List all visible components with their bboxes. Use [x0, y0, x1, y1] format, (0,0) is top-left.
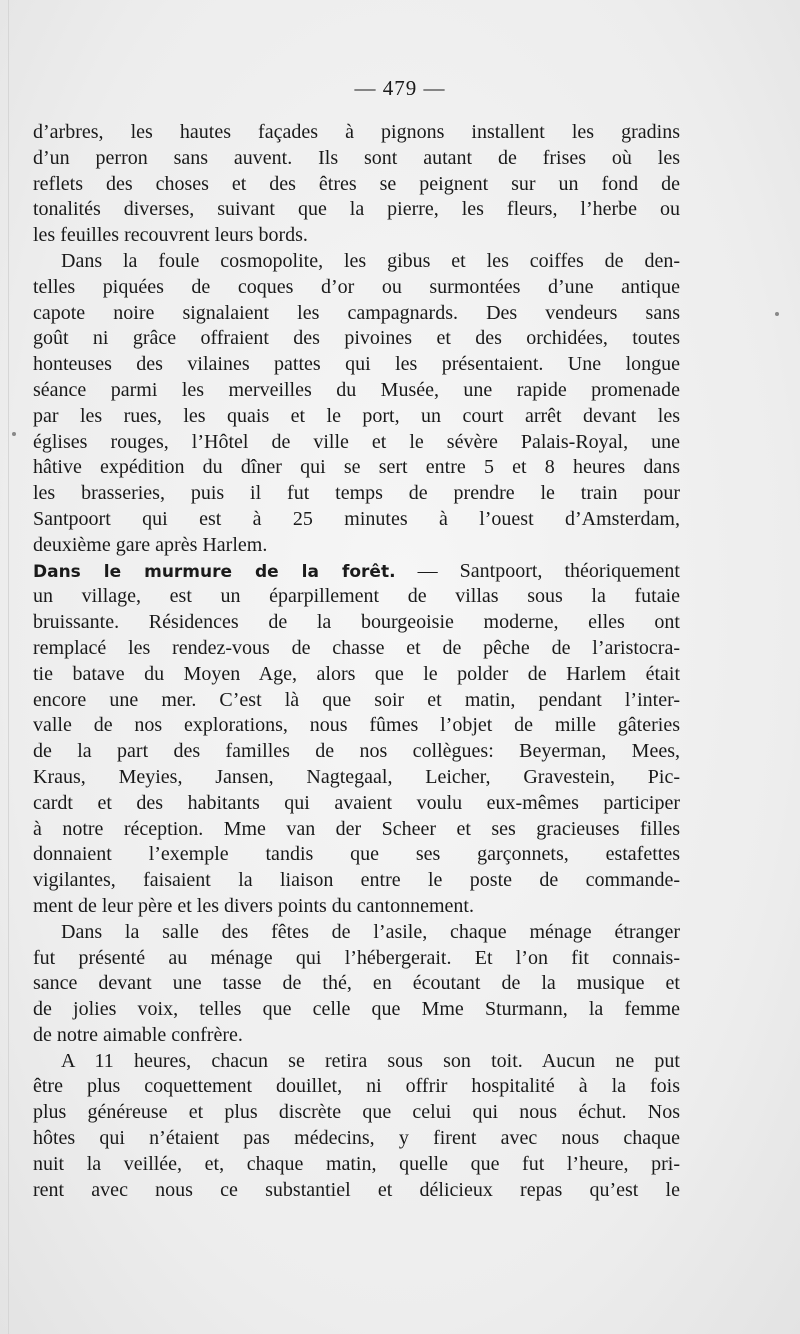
paragraph — [33, 1049, 680, 1204]
text-line: Dans la salle des fêtes de l’asile, chaque ménage étranger — [61, 920, 680, 943]
text-line: deuxième gare après Harlem. — [33, 533, 268, 556]
text-line: d’un perron sans auvent. Ils sont autant de frises où les — [33, 146, 680, 169]
text-line: par les rues, les quais et le port, un court arrêt devant les — [33, 404, 680, 427]
text-line: valle de nos explorations, nous fûmes l’objet de mille gâteries — [33, 714, 680, 737]
text-line: bruissante. Résidences de la bourgeoisie moderne, elles ont — [33, 611, 680, 634]
text-line: d’arbres, les hautes façades à pignons installent les gradins — [33, 121, 680, 143]
text-line: cardt et des habitants qui avaient voulu eux-mêmes participer — [33, 791, 680, 814]
text-line: tie batave du Moyen Age, alors que le polder de Harlem était — [33, 662, 680, 685]
text-line: Kraus, Meyies, Jansen, Nagtegaal, Leicher, Gravestein, Pic- — [33, 765, 680, 788]
text-line: de notre aimable confrère. — [33, 1023, 243, 1046]
text-line: donnaient l’exemple tandis que ses garçonnets, estafettes — [33, 843, 680, 866]
text-line: Santpoort qui est à 25 minutes à l’ouest d’Amsterdam, — [33, 507, 680, 530]
page-number: — 479 — — [354, 76, 446, 100]
text-line: de la part des familles de nos collègues: Beyerman, Mees, — [33, 740, 680, 763]
speck-mark — [12, 432, 16, 436]
section-heading: Dans le murmure de la forêt. — [33, 561, 396, 582]
text-line: les feuilles recouvrent leurs bords. — [33, 224, 308, 247]
text-line: Dans la foule cosmopolite, les gibus et les coiffes de den- — [61, 249, 680, 272]
paragraph — [33, 920, 680, 1049]
text-line: fut présenté au ménage qui l’hébergerait. Et l’on fit connais- — [33, 946, 680, 969]
text-line: tonalités diverses, suivant que la pierre, les fleurs, l’herbe ou — [33, 198, 680, 221]
text-line: à notre réception. Mme van der Scheer et ses gracieuses filles — [33, 817, 680, 840]
text-line: sance devant une tasse de thé, en écoutant de la musique et — [33, 972, 680, 995]
paragraph — [33, 120, 680, 249]
text-line: nuit la veillée, et, chaque matin, quelle que fut l’heure, pri- — [33, 1152, 680, 1175]
text-line: les brasseries, puis il fut temps de prendre le train pour — [33, 482, 680, 505]
text-line: rent avec nous ce substantiel et délicieux repas qu’est le — [33, 1178, 680, 1201]
text-line: telles piquées de coques d’or ou surmontées d’une antique — [33, 275, 680, 298]
heading-line-rest: — Santpoort, théoriquement — [395, 559, 680, 582]
text-line: hâtive expédition du dîner qui se sert entre 5 et 8 heures dans — [33, 456, 680, 479]
page-edge-shadow — [8, 0, 9, 1334]
text-line: églises rouges, l’Hôtel de ville et le sévère Palais-Royal, une — [33, 430, 680, 453]
text-line: hôtes qui n’étaient pas médecins, y firent avec nous chaque — [33, 1127, 680, 1150]
paragraph — [33, 559, 680, 920]
text-line: A 11 heures, chacun se retira sous son toit. Aucun ne put — [61, 1049, 680, 1072]
text-line: séance parmi les merveilles du Musée, une rapide promenade — [33, 378, 680, 401]
text-line: capote noire signalaient les campagnards. Des vendeurs sans — [33, 301, 680, 324]
text-line: un village, est un éparpillement de villas sous la futaie — [33, 585, 680, 608]
text-line: être plus coquettement douillet, ni offrir hospitalité à la fois — [33, 1075, 680, 1098]
speck-mark — [775, 312, 779, 316]
text-line: encore une mer. C’est là que soir et matin, pendant l’inter- — [33, 688, 680, 711]
text-line: remplacé les rendez-vous de chasse et de pêche de l’aristocra- — [33, 636, 680, 659]
text-line: plus généreuse et plus discrète que celui qui nous échut. Nos — [33, 1101, 680, 1124]
text-line: de jolies voix, telles que celle que Mme Sturmann, la femme — [33, 998, 680, 1021]
text-line — [33, 559, 680, 585]
text-line: reflets des choses et des êtres se peignent sur un fond de — [33, 172, 680, 195]
text-line: vigilantes, faisaient la liaison entre le poste de commande- — [33, 869, 680, 892]
text-line: honteuses des vilaines pattes qui les présentaient. Une longue — [33, 353, 680, 376]
body-text — [33, 120, 680, 1203]
text-line: ment de leur père et les divers points du cantonnement. — [33, 894, 474, 917]
paragraph — [33, 249, 680, 559]
text-line: goût ni grâce offraient des pivoines et des orchidées, toutes — [33, 327, 680, 350]
